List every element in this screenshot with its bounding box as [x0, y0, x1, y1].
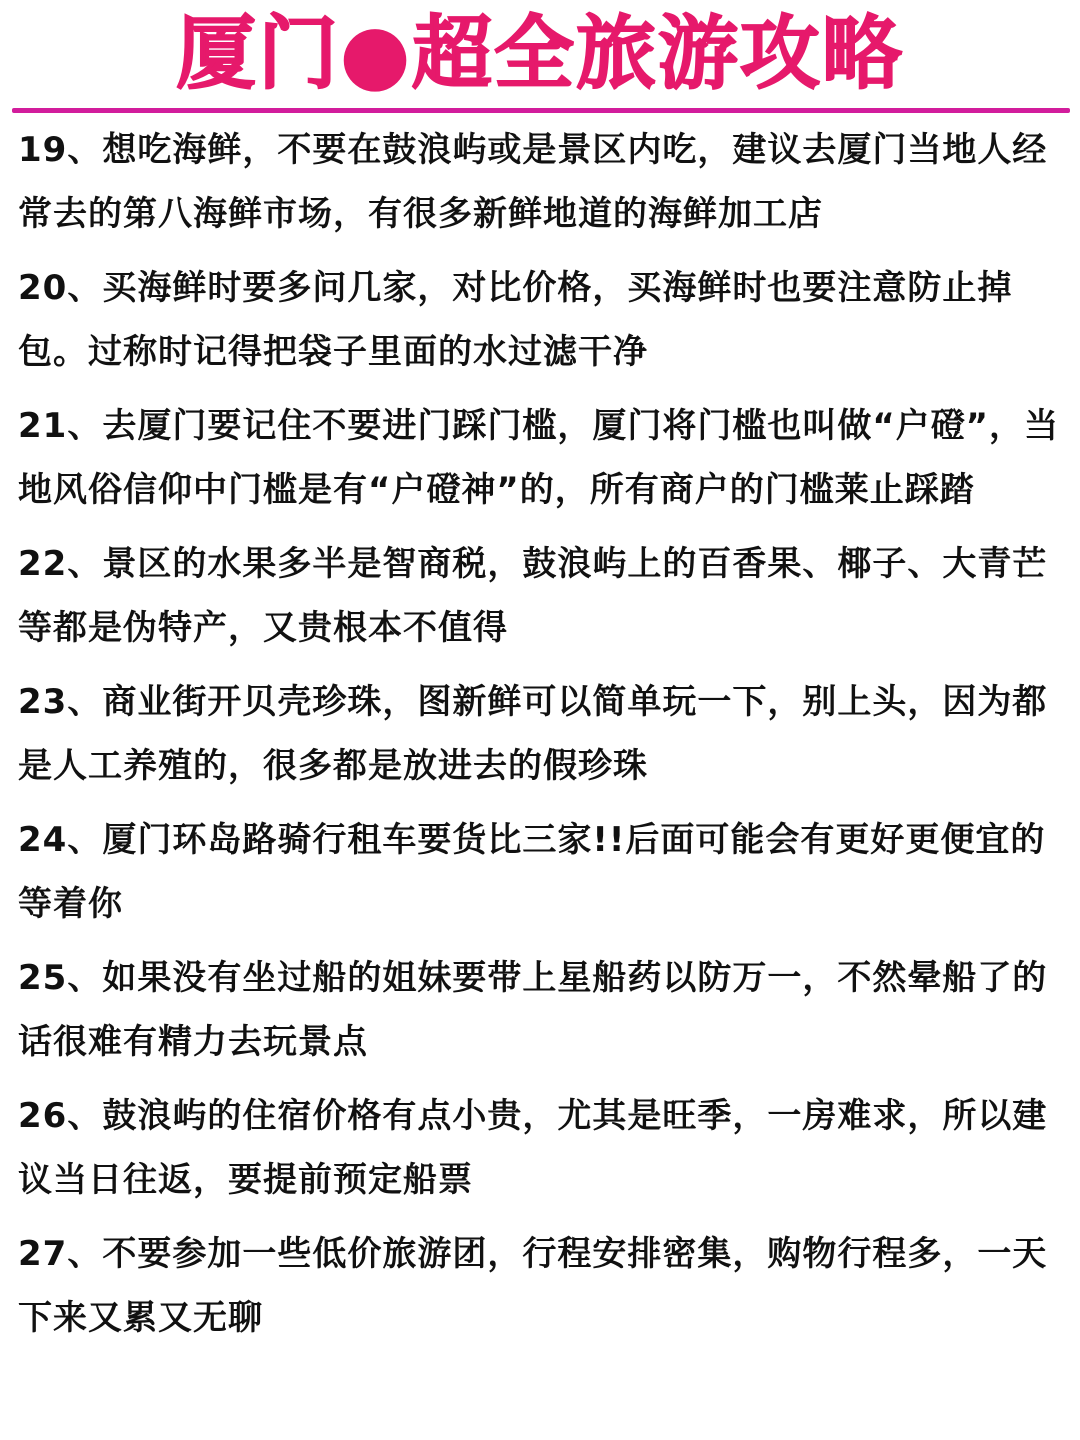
tip-item: 19、想吃海鲜，不要在鼓浪屿或是景区内吃，建议去厦门当地人经常去的第八海鲜市场，有很多新鲜地道的海鲜加工店 [18, 130, 1048, 234]
tip-item: 27、不要参加一些低价旅游团，行程安排密集，购物行程多，一天下来又累又无聊 [18, 1234, 1048, 1338]
tip-item: 21、去厦门要记住不要进门踩门槛，厦门将门槛也叫做“户磴”，当地风俗信仰中门槛是有“户磴神”的，所有商户的门槛莱止踩踏 [18, 406, 1060, 510]
page-title: 厦门●超全旅游攻略 [176, 7, 904, 100]
tip-item: 22、景区的水果多半是智商税，鼓浪屿上的百香果、椰子、大青芒等都是伪特产，又贵根本不值得 [18, 544, 1048, 648]
tip-item: 23、商业街开贝壳珍珠，图新鲜可以简单玩一下，别上头，因为都是人工养殖的，很多都是放进去的假珍珠 [18, 682, 1048, 786]
tip-item: 20、买海鲜时要多问几家，对比价格，买海鲜时也要注意防止掉包。过称时记得把袋子里面的水过滤干净 [18, 268, 1013, 372]
title-divider [12, 108, 1070, 113]
tip-item: 26、鼓浪屿的住宿价格有点小贵，尤其是旺季，一房难求，所以建议当日往返，要提前预定船票 [18, 1096, 1048, 1200]
tip-item: 24、厦门环岛路骑行租车要货比三家!!后面可能会有更好更便宜的等着你 [18, 820, 1046, 924]
tips-list [18, 118, 1068, 1360]
tip-item: 25、如果没有坐过船的姐妹要带上星船药以防万一，不然晕船了的话很难有精力去玩景点 [18, 958, 1048, 1062]
